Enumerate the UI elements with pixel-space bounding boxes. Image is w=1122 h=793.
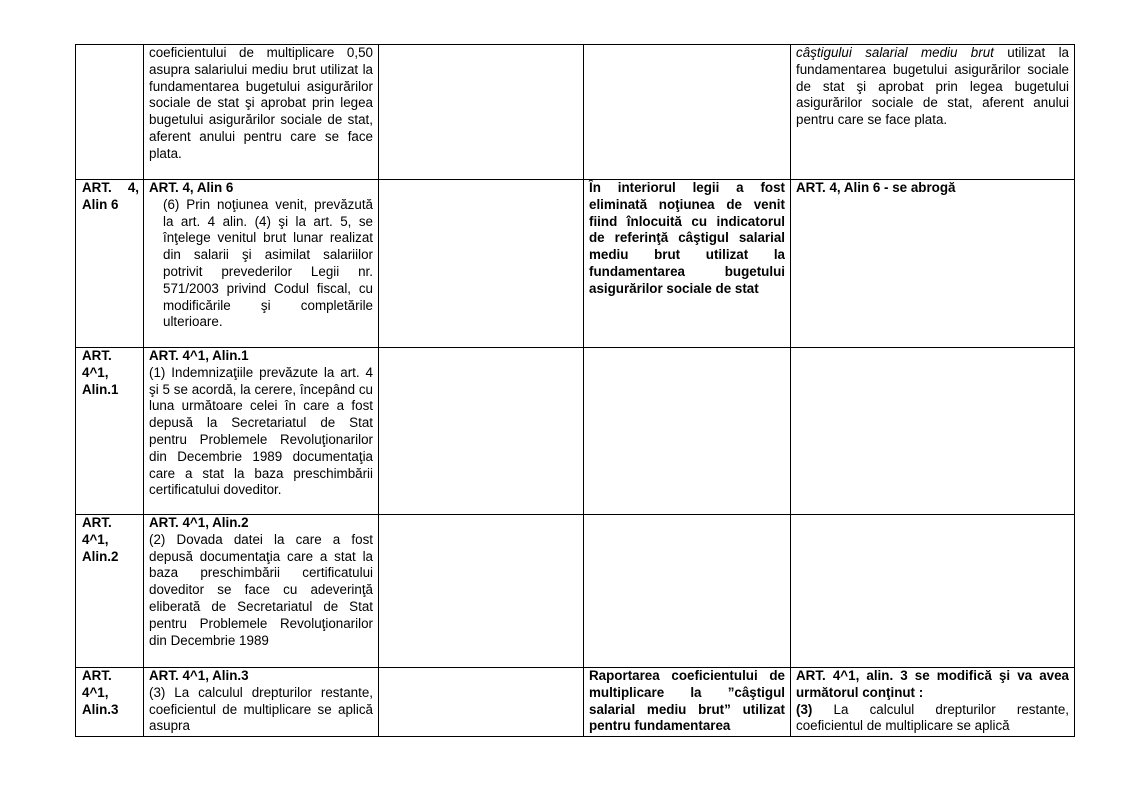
table-row: [76, 45, 1075, 180]
empty-cell: [379, 668, 584, 737]
original-text-cell: [144, 668, 379, 737]
table-row: [76, 515, 1075, 668]
article-ref: ART. 4^1, Alin.3: [82, 668, 119, 717]
empty-cell: [379, 348, 584, 515]
proposal-cell: [791, 515, 1075, 668]
article-ref-cell: ART. 4, Alin 6: [76, 180, 144, 348]
original-heading: ART. 4, Alin 6: [149, 180, 234, 195]
proposal-text: utilizat la fundamentarea bugetului asigurărilor sociale de stat şi aprobat prin legea bugetului asigurărilor sociale de stat, aferent anului pentru care se face plata.: [796, 45, 1069, 128]
motivation-text: În interiorul legii a fost eliminată noţiunea de venit fiind înlocuită cu indicatorul de referinţă câştigul salarial mediu brut utilizat la fundamentarea bugetului asigurărilor sociale de stat: [589, 180, 785, 296]
proposal-cell: [791, 45, 1075, 180]
proposal-text: La calculul drepturilor restante, coeficientul de multiplicare se aplică: [796, 701, 1069, 734]
table-row: [76, 348, 1075, 515]
original-text: coeficientului de multiplicare 0,50 asupra salariului mediu brut utilizat la fundamentarea bugetului asigurărilor sociale de stat şi aprobat prin legea bugetului asigurărilor sociale de stat, aferent anului pentru care se face plata.: [149, 45, 373, 161]
original-text: (1) Indemnizaţiile prevăzute la art. 4 şi 5 se acordă, la cerere, începând cu luna următoare celei în care a fost depusă la Secretariatul de Stat pentru Problemele Revoluţionarilor din Decembrie 1989 documentaţia care a stat la baza preschimbării certificatului doveditor.: [149, 364, 373, 498]
motivation-cell: [584, 45, 791, 180]
proposal-cell: [791, 180, 1075, 348]
original-heading: ART. 4^1, Alin.3: [149, 668, 249, 683]
original-heading: ART. 4^1, Alin.2: [149, 515, 249, 530]
article-ref-cell: ART. 4^1, Alin.1: [76, 348, 144, 515]
article-ref-cell: ART. 4^1, Alin.2: [76, 515, 144, 668]
proposal-italic-text: câştigului salarial mediu brut: [796, 45, 994, 60]
article-ref-cell: [76, 45, 144, 180]
empty-cell: [379, 180, 584, 348]
article-ref-cell: [76, 668, 144, 737]
proposal-paragraph-number: (3): [796, 701, 813, 717]
table-row: [76, 668, 1075, 737]
empty-cell: [379, 515, 584, 668]
proposal-cell: [791, 348, 1075, 515]
motivation-cell: [584, 180, 791, 348]
original-text: (6) Prin noţiunea venit, prevăzută la art. 4 alin. (4) şi la art. 5, se înţelege venitul brut lunar realizat din salarii şi asimilat salariilor potrivit prevederilor Legii nr. 571/2003 privind Codul fiscal, cu modificările şi completările ulterioare.: [163, 196, 373, 330]
motivation-cell: [584, 668, 791, 737]
motivation-text: Raportarea coeficientului de multiplicare la ”câştigul salarial mediu brut” utilizat pentru fundamentarea: [589, 668, 785, 734]
motivation-cell: [584, 515, 791, 668]
original-text-cell: [144, 180, 379, 348]
original-text-cell: [144, 515, 379, 668]
proposal-text: ART. 4, Alin 6 - se abrogă: [796, 180, 956, 195]
original-text-cell: [144, 348, 379, 515]
original-heading: ART. 4^1, Alin.1: [149, 348, 249, 363]
original-text: (3) La calculul drepturilor restante, coeficientul de multiplicare se aplică asupra: [149, 684, 373, 734]
empty-cell: [379, 45, 584, 180]
motivation-cell: [584, 348, 791, 515]
proposal-heading: ART. 4^1, alin. 3 se modifică şi va avea următorul conţinut :: [796, 668, 1069, 700]
original-text: (2) Dovada datei la care a fost depusă documentaţia care a stat la baza preschimbării certificatului doveditor se face cu adeverinţă eliberată de Secretariatul de Stat pentru Problemele Revoluţionarilor din Decembrie 1989: [149, 531, 373, 648]
amendment-table: [75, 44, 1075, 737]
table-row: [76, 180, 1075, 348]
original-text-cell: [144, 45, 379, 180]
proposal-cell: [791, 668, 1075, 737]
